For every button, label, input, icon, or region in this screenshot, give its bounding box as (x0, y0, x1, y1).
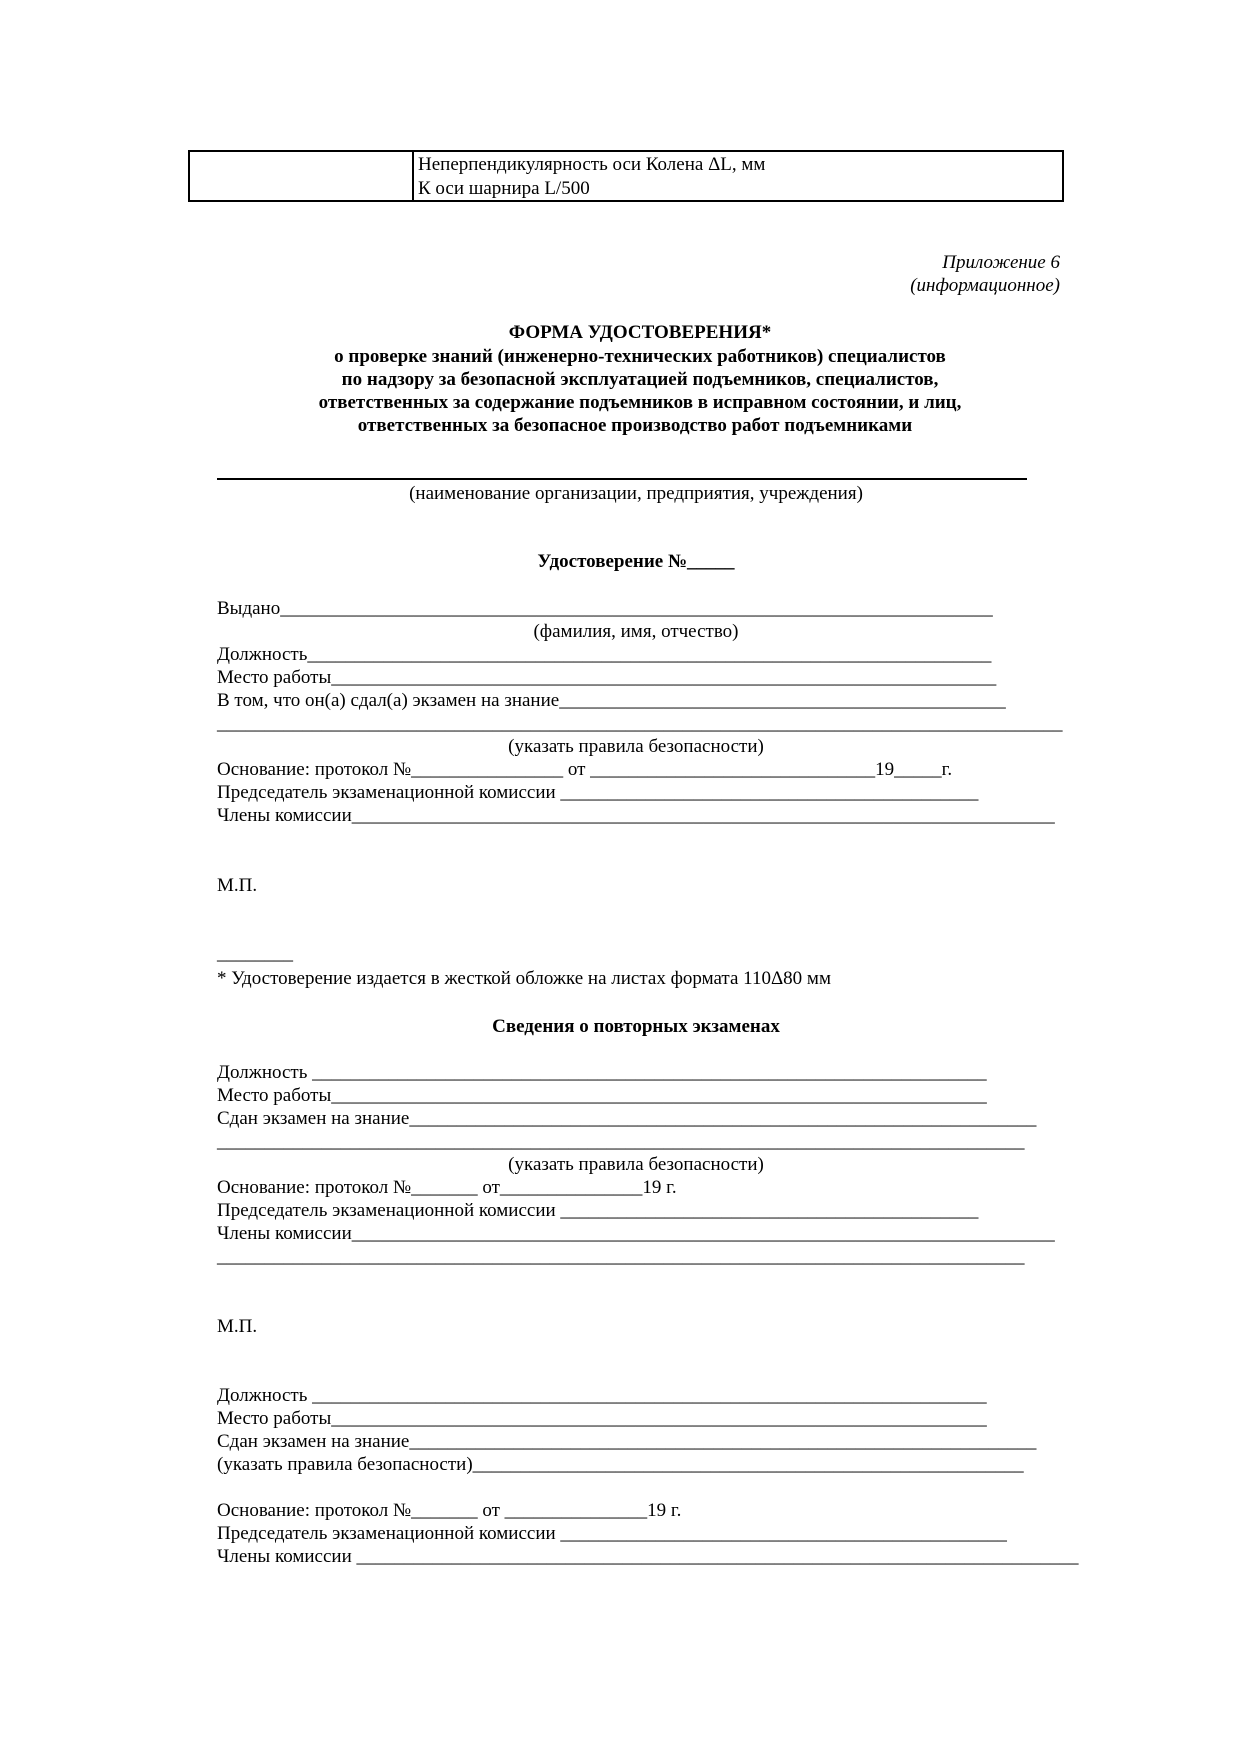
repeat1-workplace-line: Место работы_____________________________________________________________________ (217, 1085, 987, 1106)
repeat2-position-line: Должность _______________________________________________________________________ (217, 1385, 987, 1406)
form-subtitle-3: ответственных за содержание подъемников в исправном состоянии, и лиц, (318, 392, 962, 413)
repeat1-chairman-line: Председатель экзаменационной комиссии ____________________________________________ (217, 1200, 979, 1221)
form-subtitle-2: по надзору за безопасной эксплуатацией подъемников, специалистов, (341, 369, 939, 390)
repeat1-blank-line-2: _____________________________________________________________________________________ (217, 1246, 1025, 1267)
form-subtitle-4: ответственных за безопасное производство работ подъемниками (357, 415, 913, 436)
position-line: Должность________________________________________________________________________ (217, 644, 992, 665)
basis-line: Основание: протокол №________________ от ______________________________19_____г. (217, 759, 953, 780)
table-cell-line1: Неперпендикулярность оси Колена ΔL, мм (418, 154, 766, 175)
footnote-text: * Удостоверение издается в жесткой обложке на листах формата 110Δ80 мм (217, 968, 831, 989)
appendix-type: (информационное) (910, 275, 1060, 296)
repeat2-rules-line: (указать правила безопасности)__________________________________________________________ (217, 1454, 1024, 1475)
repeat1-blank-line: _____________________________________________________________________________________ (217, 1131, 1025, 1152)
blank-line: _________________________________________________________________________________________ (217, 713, 1063, 734)
repeat2-exam-line: Сдан экзамен на знание__________________________________________________________________ (217, 1431, 1037, 1452)
stamp-mark: М.П. (217, 875, 258, 896)
form-subtitle-1: о проверке знаний (инженерно-технических работников) специалистов (334, 346, 946, 367)
organization-caption: (наименование организации, предприятия, учреждения) (409, 483, 863, 504)
chairman-line: Председатель экзаменационной комиссии ____________________________________________ (217, 782, 979, 803)
repeat1-rules-caption: (указать правила безопасности) (508, 1154, 764, 1175)
repeat-exams-heading: Сведения о повторных экзаменах (492, 1016, 780, 1037)
fio-caption: (фамилия, имя, отчество) (533, 621, 739, 642)
certificate-heading: Удостоверение №_____ (537, 551, 735, 572)
workplace-line: Место работы______________________________________________________________________ (217, 667, 997, 688)
rules-caption: (указать правила безопасности) (508, 736, 764, 757)
top-table (188, 150, 1064, 202)
repeat2-workplace-line: Место работы_____________________________________________________________________ (217, 1408, 987, 1429)
members-line: Члены комиссии__________________________________________________________________________ (217, 805, 1055, 826)
form-title: ФОРМА УДОСТОВЕРЕНИЯ* (508, 322, 772, 343)
repeat2-chairman-line: Председатель экзаменационной комиссии _______________________________________________ (217, 1523, 1007, 1544)
repeat1-members-line: Члены комиссии__________________________________________________________________________ (217, 1223, 1055, 1244)
repeat1-basis-line: Основание: протокол №_______ от_______________19 г. (217, 1177, 677, 1198)
issued-line: Выдано___________________________________________________________________________ (217, 598, 993, 619)
repeat1-position-line: Должность _______________________________________________________________________ (217, 1062, 987, 1083)
footnote-rule: ________ (217, 943, 293, 964)
repeat2-members-line: Члены комиссии ____________________________________________________________________________ (217, 1546, 1079, 1567)
organization-line (217, 478, 1027, 480)
table-column-divider (412, 152, 414, 200)
repeat1-exam-line: Сдан экзамен на знание__________________________________________________________________ (217, 1108, 1037, 1129)
exam-line: В том, что он(а) сдал(а) экзамен на знание_______________________________________________ (217, 690, 1006, 711)
repeat1-stamp-mark: М.П. (217, 1316, 258, 1337)
repeat2-basis-line: Основание: протокол №_______ от _______________19 г. (217, 1500, 682, 1521)
appendix-label: Приложение 6 (942, 252, 1060, 273)
table-cell-line2: К оси шарнира L/500 (418, 178, 590, 199)
